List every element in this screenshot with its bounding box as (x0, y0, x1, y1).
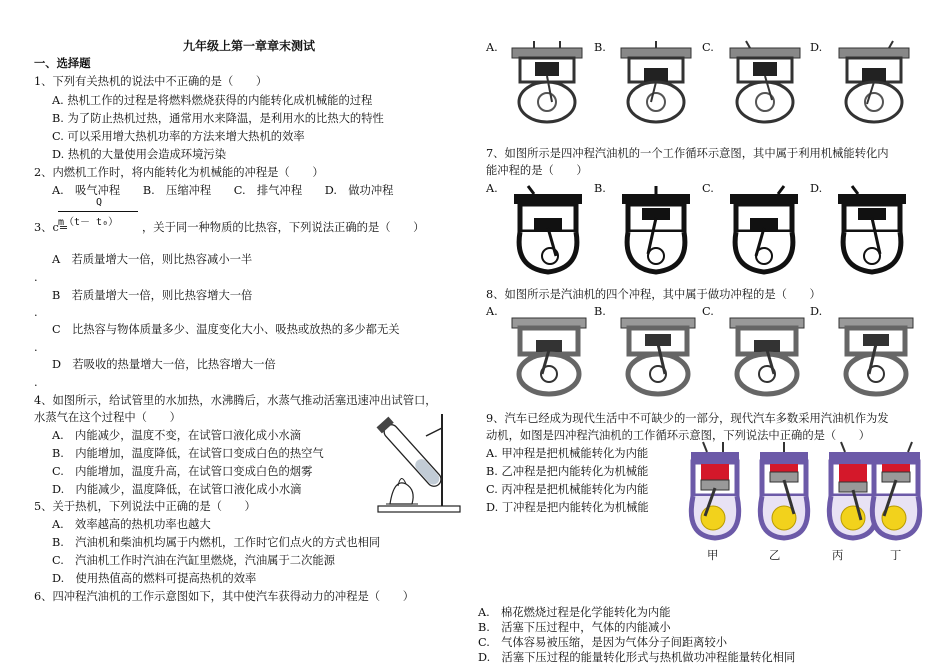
q10-option-c: C. 气体容易被压缩，是因为气体分子间距离较小 (478, 636, 728, 649)
q10-option-b: B. 活塞下压过程中，气体的内能减小 (478, 621, 671, 634)
q7-label-a: A. (486, 182, 498, 195)
engine-cylinder-icon (835, 40, 913, 126)
engine-label-jia: 甲 (707, 549, 719, 562)
q9-stem-line2: 动机，如图是四冲程汽油机的工作循环示意图，下列说法中正确的是（ ） (486, 429, 871, 442)
q9-stem-line1: 9、汽车已经成为现代生活中不可缺少的一部分，现代汽车多数采用汽油机作为发 (486, 412, 889, 425)
q6-label-a: A. (486, 41, 498, 54)
engine-cylinder-icon (617, 40, 695, 126)
q4-option-d: D. 内能减少，温度降低，在试管口液化成小水滴 (52, 483, 302, 496)
q2-options: A. 吸气冲程 B. 压缩冲程 C. 排气冲程 D. 做功冲程 (52, 184, 394, 197)
q9-option-d: D. 丁冲程是把内能转化为机械能 (486, 501, 649, 514)
engine-cylinder-icon (726, 184, 802, 276)
q8-label-d: D. (810, 305, 823, 318)
q8-label-b: B. (594, 305, 606, 318)
q2-stem: 2、内燃机工作时，将内能转化为机械能的冲程是（ ） (34, 166, 324, 179)
q1-option-a: A. 热机工作的过程是将燃料燃烧获得的内能转化成机械能的过程 (52, 94, 373, 107)
test-tube-apparatus-icon (372, 400, 464, 518)
q3-option-c: C 比热容与物体质量多少、温度变化大小、吸热或放热的多少都无关 (52, 323, 400, 336)
q3-prefix: 3、c= (34, 221, 69, 234)
q3-stem: ，关于同一种物质的比热容，下列说法正确的是（ ） (142, 221, 425, 234)
engine-label-bing: 丙 (832, 549, 844, 562)
q5-option-b: B. 汽油机和柴油机均属于内燃机，工作时它们点火的方式也相同 (52, 536, 381, 549)
q3-option-a: A 若质量增大一倍，则比热容减小一半 (52, 253, 253, 266)
q1-option-c: C. 可以采用增大热机功率的方法来增大热机的效率 (52, 130, 305, 143)
q3-denominator: m（t－ t₀） (58, 217, 119, 228)
color-engine-cylinder-icon (683, 440, 747, 542)
q7-label-c: C. (702, 182, 714, 195)
engine-cylinder-icon (835, 312, 917, 398)
engine-cylinder-icon (508, 40, 586, 126)
q6-label-b: B. (594, 41, 606, 54)
q10-option-a: A. 棉花燃烧过程是化学能转化为内能 (478, 606, 671, 619)
q3-dot: . (34, 376, 38, 389)
q9-option-b: B. 乙冲程是把内能转化为机械能 (486, 465, 649, 478)
q3-dot: . (34, 306, 38, 319)
engine-cylinder-icon (726, 312, 808, 398)
q5-option-c: C. 汽油机工作时汽油在汽缸里燃烧，汽油属于二次能源 (52, 554, 335, 567)
q6-stem: 6、四冲程汽油机的工作示意图如下，其中使汽车获得动力的冲程是（ ） (34, 590, 414, 603)
q6-label-c: C. (702, 41, 714, 54)
q1-option-b: B. 为了防止热机过热，通常用水来降温，是利用水的比热大的特性 (52, 112, 384, 125)
q5-option-a: A. 效率越高的热机功率也越大 (52, 518, 211, 531)
q7-label-d: D. (810, 182, 823, 195)
q7-stem-line1: 7、如图所示是四冲程汽油机的一个工作循环示意图，其中属于利用机械能转化内 (486, 147, 889, 160)
q4-stem-line1: 4、如图所示，给试管里的水加热，水沸腾后，水蒸气推动活塞迅速冲出试管口， (34, 394, 437, 407)
q8-label-a: A. (486, 305, 498, 318)
engine-cylinder-icon (618, 184, 694, 276)
engine-label-ding: 丁 (890, 549, 902, 562)
q8-stem: 8、如图所示是汽油机的四个冲程，其中属于做功冲程的是（ ） (486, 288, 821, 301)
q4-stem-line2: 水蒸气在这个过程中（ ） (34, 411, 181, 424)
q7-stem-line2: 能冲程的是（ ） (486, 164, 588, 177)
q5-option-d: D. 使用热值高的燃料可提高热机的效率 (52, 572, 257, 585)
q1-option-d: D. 热机的大量使用会造成环境污染 (52, 148, 226, 161)
q3-fraction-line (58, 211, 138, 212)
engine-cylinder-icon (510, 184, 586, 276)
section-heading: 一、选择题 (34, 56, 91, 70)
q3-option-b: B 若质量增大一倍，则比热容增大一倍 (52, 289, 253, 302)
engine-cylinder-icon (617, 312, 699, 398)
color-engine-cylinder-icon (752, 440, 816, 542)
q10-option-d: D. 活塞下压过程的能量转化形式与热机做功冲程能量转化相同 (478, 651, 796, 664)
engine-cylinder-icon (508, 312, 590, 398)
q6-label-d: D. (810, 41, 823, 54)
q7-label-b: B. (594, 182, 606, 195)
q3-dot: . (34, 271, 38, 284)
q8-label-c: C. (702, 305, 714, 318)
color-engine-cylinder-icon (864, 440, 928, 542)
q3-dot: . (34, 341, 38, 354)
q1-stem: 1、下列有关热机的说法中不正确的是（ ） (34, 75, 268, 88)
q4-option-c: C. 内能增加，温度升高，在试管口变成白色的烟雾 (52, 465, 313, 478)
q4-option-a: A. 内能减少，温度不变，在试管口液化成小水滴 (52, 429, 301, 442)
q4-option-b: B. 内能增加，温度降低，在试管口变成白色的热空气 (52, 447, 324, 460)
q3-option-d: D 若吸收的热量增大一倍，比热容增大一倍 (52, 358, 276, 371)
engine-cylinder-icon (834, 184, 910, 276)
page-title: 九年级上第一章章末测试 (183, 39, 316, 53)
q5-stem: 5、关于热机，下列说法中正确的是（ ） (34, 500, 256, 513)
q9-option-a: A. 甲冲程是把机械能转化为内能 (486, 447, 649, 460)
q3-numerator: Q (96, 197, 103, 208)
engine-label-yi: 乙 (769, 549, 781, 562)
engine-cylinder-icon (726, 40, 804, 126)
q9-option-c: C. 丙冲程是把机械能转化为内能 (486, 483, 649, 496)
